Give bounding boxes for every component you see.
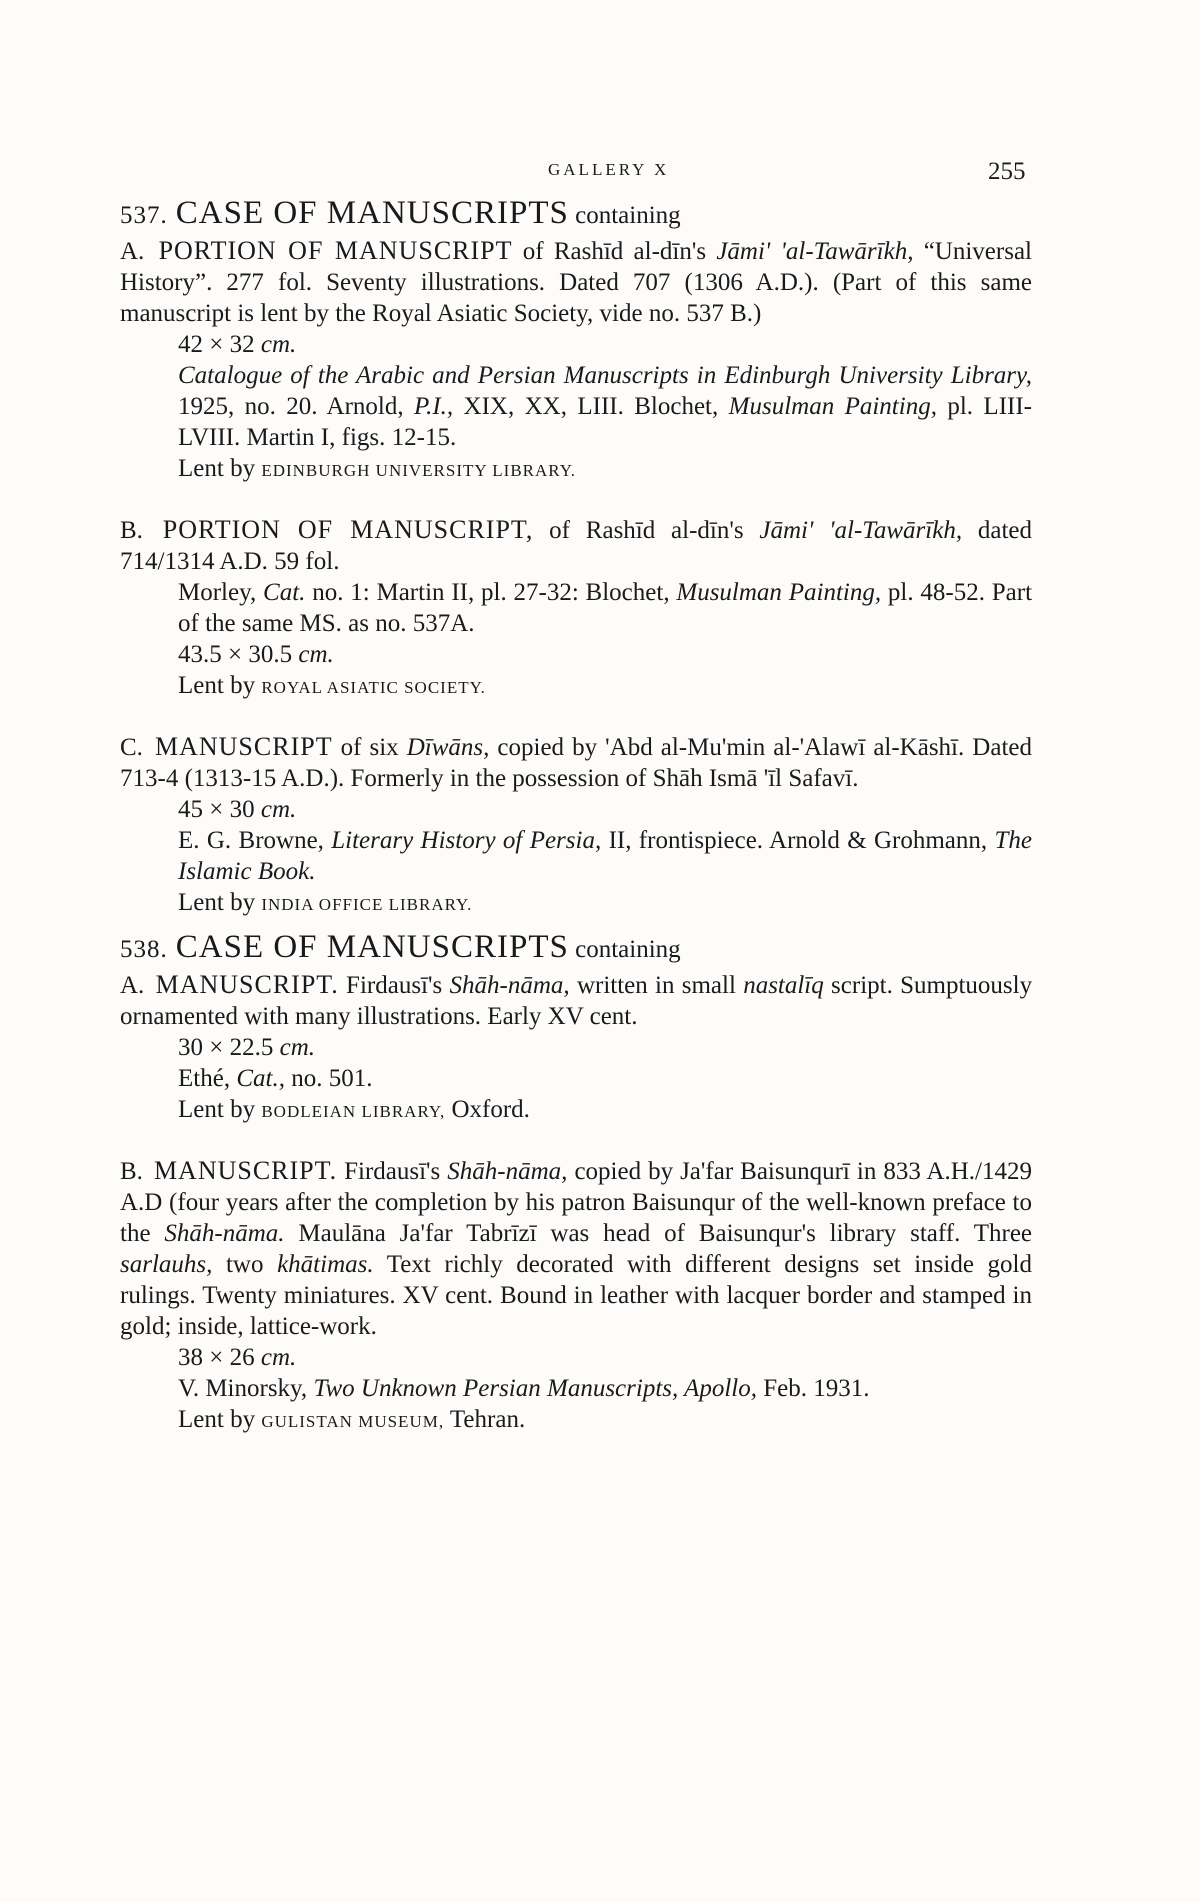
entry-text: dated 714/1314 A.D. 59 fol.	[120, 517, 1033, 575]
reference-text: II, frontispiece. Arnold & Grohmann,	[608, 827, 988, 854]
entry-description	[120, 514, 1032, 577]
entry-text: two	[225, 1251, 264, 1278]
entry-text: copied by 'Abd al-Mu'min al-'Alawī al-Kāshī. Dated 713-4 (1313-15 A.D.). Formerly in the possession of Shāh Ismā 'īl Safavī.	[120, 734, 1032, 792]
lender-prefix: Lent by	[178, 672, 256, 699]
reference-title: Musulman Painting,	[728, 393, 937, 420]
entry-text: Text richly decorated with different designs set inside gold rulings. Twenty miniatures. XV cent. Bound in leather with lacquer border and stamped in gold; inside, lattice-work.	[120, 1251, 1032, 1340]
entry-dimensions	[120, 1032, 1032, 1063]
entry-italic-title: Jāmi' 'al-Tawārīkh,	[716, 238, 914, 265]
entry-text: Firdausī's	[346, 972, 443, 999]
dimensions-unit: cm.	[260, 1344, 297, 1371]
case-suffix: containing	[575, 202, 681, 229]
entry-text: “Universal History”. 277 fol. Seventy illustrations. Dated 707 (1306 A.D.). (Part of this same manuscript is lent by the Royal Asiatic Society, vide no. 537 B.)	[120, 238, 1032, 327]
reference-text: 1925, no. 20. Arnold,	[178, 393, 404, 420]
lender-name: ROYAL ASIATIC SOCIETY.	[261, 678, 486, 697]
reference-text: pl. LIII-LVIII. Martin I, figs. 12-15.	[178, 393, 1032, 451]
entry-text: Maulāna Ja'far Tabrīzī was head of Baisunqur's library staff. Three	[298, 1220, 1033, 1247]
entry-italic-title: Shāh-nāma,	[449, 972, 570, 999]
entry-title: MANUSCRIPT.	[155, 970, 339, 999]
entry-italic-term: sarlauhs,	[120, 1251, 213, 1278]
lender-name: BODLEIAN LIBRARY,	[261, 1102, 446, 1121]
dimensions-unit: cm.	[260, 796, 297, 823]
dimensions-value: 30 × 22.5	[178, 1034, 274, 1061]
entry-description	[120, 235, 1032, 329]
case-537-heading	[120, 196, 1032, 233]
running-head: GALLERY X	[548, 160, 670, 179]
reference-title: Cat.,	[236, 1065, 285, 1092]
entry-538-b	[120, 1155, 1032, 1437]
entry-description	[120, 1155, 1032, 1342]
dimensions-value: 38 × 26	[178, 1344, 255, 1371]
entry-title: PORTION OF MANUSCRIPT,	[162, 515, 534, 544]
entry-references	[120, 360, 1032, 453]
dimensions-unit: cm.	[279, 1034, 316, 1061]
entry-letter: A.	[120, 972, 145, 999]
entry-title: MANUSCRIPT.	[153, 1156, 338, 1185]
entry-italic-title: Dīwāns,	[406, 734, 490, 761]
entry-description	[120, 969, 1032, 1032]
reference-text: V. Minorsky,	[178, 1375, 308, 1402]
entry-references	[120, 1373, 1032, 1404]
entry-dimensions	[120, 329, 1032, 360]
entry-letter: A.	[120, 238, 145, 265]
page-number: 255	[988, 158, 1026, 185]
reference-title: Two Unknown Persian Manuscripts, Apollo,	[313, 1375, 757, 1402]
reference-text: E. G. Browne,	[178, 827, 324, 854]
lender-prefix: Lent by	[178, 455, 256, 482]
reference-text: pl. 48-52. Part of the same MS. as no. 537A.	[178, 579, 1033, 637]
entry-537-b	[120, 514, 1032, 703]
entry-references	[120, 577, 1032, 639]
case-538-heading	[120, 930, 1032, 967]
reference-text: Ethé,	[178, 1065, 231, 1092]
dimensions-value: 45 × 30	[178, 796, 255, 823]
entry-references	[120, 1063, 1032, 1094]
dimensions-unit: cm.	[260, 331, 297, 358]
entry-title: PORTION OF MANUSCRIPT	[158, 236, 513, 265]
reference-title: P.I.,	[414, 393, 454, 420]
entry-references	[120, 825, 1032, 887]
dimensions-value: 42 × 32	[178, 331, 255, 358]
entry-lender	[120, 670, 1032, 703]
entry-letter: B.	[120, 517, 143, 544]
entry-dimensions	[120, 639, 1032, 670]
entry-text: Firdausī's	[344, 1158, 441, 1185]
lender-name: EDINBURGH UNIVERSITY LIBRARY.	[261, 461, 577, 480]
case-number: 538.	[120, 936, 168, 963]
entry-lender	[120, 1404, 1032, 1437]
entry-title: MANUSCRIPT	[154, 732, 333, 761]
case-title: CASE OF MANUSCRIPTS	[175, 195, 569, 231]
lender-name: GULISTAN MUSEUM,	[261, 1412, 445, 1431]
reference-text: Feb. 1931.	[763, 1375, 870, 1402]
page-body	[120, 196, 1032, 1465]
entry-538-a	[120, 969, 1032, 1127]
entry-537-c	[120, 731, 1032, 920]
entry-lender	[120, 1094, 1032, 1127]
entry-description	[120, 731, 1032, 794]
entry-lender	[120, 887, 1032, 920]
entry-text: of Rashīd al-dīn's	[549, 517, 744, 544]
dimensions-unit: cm.	[298, 641, 334, 668]
entry-italic-term: nastalīq	[743, 972, 824, 999]
entry-letter: C.	[120, 734, 143, 761]
entry-537-a	[120, 235, 1032, 486]
reference-title: Cat.	[263, 579, 306, 606]
reference-text: Morley,	[178, 579, 257, 606]
lender-location: Oxford.	[451, 1096, 530, 1123]
entry-dimensions	[120, 1342, 1032, 1373]
case-title: CASE OF MANUSCRIPTS	[175, 929, 569, 965]
entry-lender	[120, 453, 1032, 486]
reference-title: Literary History of Persia,	[331, 827, 602, 854]
entry-letter: B.	[120, 1158, 143, 1185]
entry-text: of six	[340, 734, 399, 761]
entry-italic-title: Shāh-nāma.	[164, 1220, 285, 1247]
lender-prefix: Lent by	[178, 889, 256, 916]
reference-title: The Islamic Book.	[178, 827, 1032, 885]
lender-prefix: Lent by	[178, 1406, 256, 1433]
case-number: 537.	[120, 202, 168, 229]
dimensions-value: 43.5 × 30.5	[178, 641, 293, 668]
entry-italic-title: Shāh-nāma,	[447, 1158, 568, 1185]
reference-title: Musulman Painting,	[676, 579, 882, 606]
reference-title: Catalogue of the Arabic and Persian Manuscripts in Edinburgh University Library,	[178, 362, 1032, 389]
entry-dimensions	[120, 794, 1032, 825]
page-header	[0, 152, 1200, 192]
lender-location: Tehran.	[449, 1406, 526, 1433]
reference-text: no. 501.	[291, 1065, 373, 1092]
reference-text: no. 1: Martin II, pl. 27-32: Blochet,	[312, 579, 670, 606]
entry-italic-title: Jāmi' 'al-Tawārīkh,	[759, 517, 963, 544]
entry-text: script. Sumptuously ornamented with many illustrations. Early XV cent.	[120, 972, 1033, 1030]
entry-text: of Rashīd al-dīn's	[522, 238, 707, 265]
lender-name: INDIA OFFICE LIBRARY.	[261, 895, 473, 914]
entry-text: copied by Ja'far Baisunqurī in 833 A.H./1429 A.D (four years after the completion by his patron Baisunqur of the well-known preface to the	[120, 1158, 1032, 1247]
reference-text: XIX, XX, LIII. Blochet,	[463, 393, 719, 420]
case-suffix: containing	[575, 936, 681, 963]
entry-text: written in small	[576, 972, 736, 999]
entry-italic-term: khātimas.	[277, 1251, 374, 1278]
lender-prefix: Lent by	[178, 1096, 256, 1123]
